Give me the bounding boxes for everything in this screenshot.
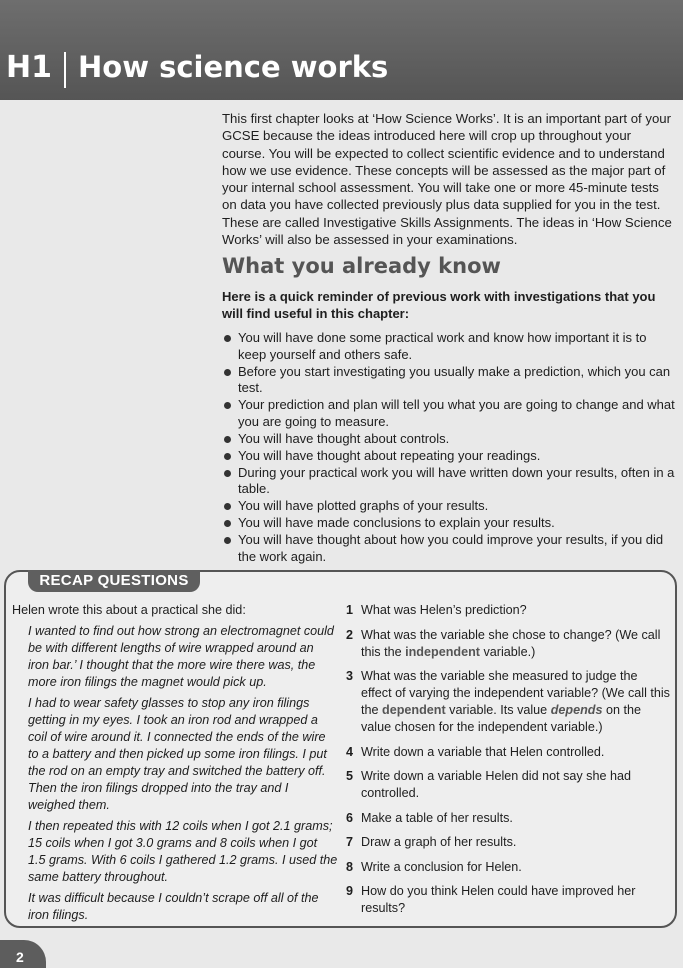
- recap-questions-box: [4, 570, 677, 928]
- bullet-icon: [224, 503, 231, 510]
- story-paragraph: I wanted to find out how strong an electromagnet could be with different lengths of wire wrapped around an iron bar.’ I thought that the more wire there was, the more iron filings the magnet would pick up.: [28, 624, 334, 689]
- bullet-icon: [224, 436, 231, 443]
- question-item: 7 Draw a graph of her results.: [346, 835, 517, 849]
- story-paragraph: It was difficult because I couldn’t scrape off all of the iron filings.: [28, 891, 319, 922]
- keyword: independent: [405, 644, 480, 659]
- question-item: 3 What was the variable she measured to judge the effect of varying the independent variable? (We call this the dependent variable. Its value depends on the value chosen for the independent variable.): [346, 669, 670, 734]
- recap-tab-label: RECAP QUESTIONS: [28, 570, 200, 592]
- list-item: Before you start investigating you usually make a prediction, which you can test.: [222, 364, 677, 397]
- chapter-header: [0, 0, 683, 100]
- question-item: 1 What was Helen’s prediction?: [346, 603, 527, 617]
- list-item: You will have thought about repeating your readings.: [222, 448, 677, 465]
- section-heading: What you already know: [222, 254, 501, 278]
- bullet-icon: [224, 520, 231, 527]
- list-item: Your prediction and plan will tell you what you are going to change and what you are going to measure.: [222, 397, 677, 430]
- question-item: 6 Make a table of her results.: [346, 810, 513, 825]
- chapter-title: How science works: [78, 50, 389, 84]
- list-item: You will have made conclusions to explain your results.: [222, 515, 677, 532]
- question-item: 8 Write a conclusion for Helen.: [346, 859, 522, 874]
- bullet-icon: [224, 369, 231, 376]
- recap-story: [12, 602, 338, 928]
- header-divider: [64, 52, 66, 88]
- story-paragraph: I then repeated this with 12 coils when I got 2.1 grams; 15 coils when I got 3.0 grams and 8 coils when I got 1.5 grams. With 6 coils I gathered 1.2 grams. I used the same battery throughout.: [28, 819, 338, 884]
- list-item: You will have thought about how you could improve your results, if you did the work again.: [222, 532, 677, 565]
- page-number-tab: [0, 940, 46, 968]
- list-item: You will have thought about controls.: [222, 431, 677, 448]
- list-item: You will have plotted graphs of your results.: [222, 498, 677, 515]
- intro-paragraph: This first chapter looks at ‘How Science Works’. It is an important part of your GCSE because the ideas introduced here will crop up throughout your course. You will be expected to collect scientific evidence and to understand how we use evidence. These concepts will be assessed as the major part of your internal school assessment. You will take one or more 45-minute tests on data you have collected previously plus data supplied for you in the test. These are called Investigative Skills Assignments. The ideas in ‘How Science Works’ will also be assessed in your examinations.: [222, 111, 672, 248]
- story-quote: [12, 623, 338, 924]
- chapter-code: H1: [6, 50, 52, 85]
- list-item: You will have done some practical work and know how important it is to keep yourself and others safe.: [222, 330, 677, 363]
- bullet-icon: [224, 453, 231, 460]
- keyword: dependent: [382, 703, 446, 717]
- question-list: [346, 602, 670, 925]
- bullet-icon: [224, 537, 231, 544]
- bullet-icon: [224, 335, 231, 342]
- bullet-list: [222, 330, 677, 566]
- bullet-icon: [224, 402, 231, 409]
- page-number: 2: [16, 949, 24, 965]
- question-item: 9 How do you think Helen could have improved her results?: [346, 884, 636, 915]
- recap-intro: Helen wrote this about a practical she did:: [12, 603, 246, 617]
- question-item: 4 Write down a variable that Helen controlled.: [346, 744, 605, 759]
- question-item: 2 What was the variable she chose to change? (We call this the independent variable.): [346, 627, 661, 659]
- list-item: During your practical work you will have written down your results, often in a table.: [222, 465, 677, 498]
- section-lead: Here is a quick reminder of previous work with investigations that you will find useful in this chapter:: [222, 289, 656, 321]
- keyword: depends: [550, 703, 603, 717]
- story-paragraph: I had to wear safety glasses to stop any iron filings getting in my eyes. I took an iron rod and wrapped a coil of wire around it. I connected the ends of the wire to a battery and then picked up some iron filings. I put the rod on an empty tray and switched the battery off. Then the iron filings dropped into the tray and I weighed them.: [28, 696, 327, 812]
- question-item: 5 Write down a variable Helen did not say she had controlled.: [346, 769, 631, 800]
- bullet-icon: [224, 470, 231, 477]
